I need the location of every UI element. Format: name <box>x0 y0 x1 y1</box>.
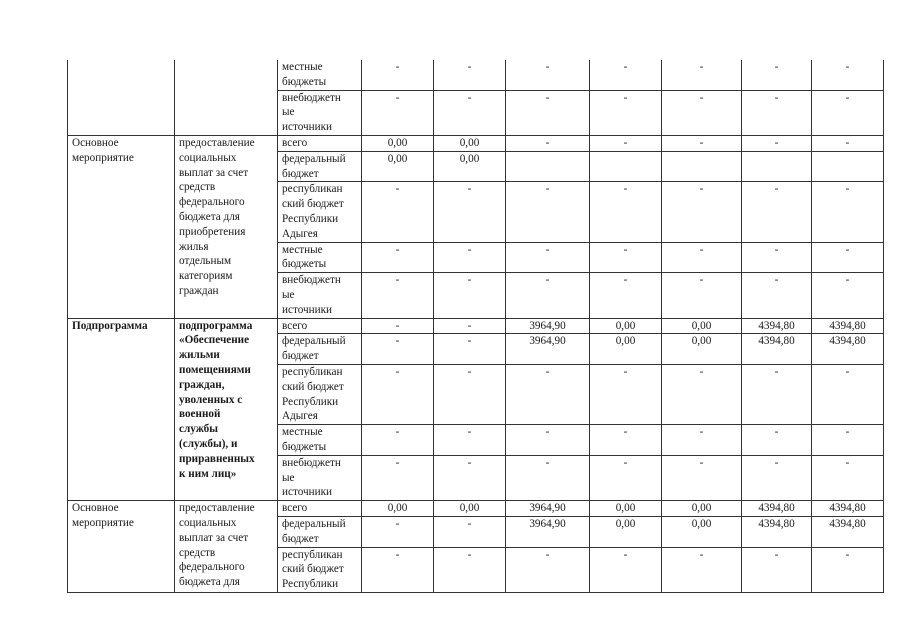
table-row <box>68 501 884 517</box>
value-cell-year-4: - <box>590 242 662 273</box>
value-cell-year-1: - <box>362 242 434 273</box>
value-cell-year-3: - <box>506 364 590 424</box>
value-cell-year-3: 3964,90 <box>506 516 590 547</box>
row-name-cell <box>175 60 278 135</box>
funding-source-cell: всего <box>278 135 362 151</box>
value-cell-year-4: - <box>590 273 662 318</box>
funding-source-cell: местные бюджеты <box>278 60 362 90</box>
value-cell-year-4: - <box>590 182 662 242</box>
funding-source-cell: республикан ский бюджет Республики Адыгея <box>278 364 362 424</box>
value-cell-year-7: - <box>812 135 884 151</box>
table-row <box>68 135 884 151</box>
value-cell-year-2: - <box>434 242 506 273</box>
value-cell-year-6: - <box>742 425 812 456</box>
value-cell-year-7: - <box>812 60 884 90</box>
value-cell-year-6: - <box>742 60 812 90</box>
funding-source-cell: внебюджетн ые источники <box>278 90 362 135</box>
value-cell-year-5: - <box>662 182 742 242</box>
table-row <box>68 318 884 334</box>
value-cell-year-2: - <box>434 334 506 365</box>
value-cell-year-5: - <box>662 242 742 273</box>
value-cell-year-1: - <box>362 334 434 365</box>
value-cell-year-7: 4394,80 <box>812 516 884 547</box>
funding-source-cell: всего <box>278 501 362 517</box>
value-cell-year-7: 4394,80 <box>812 318 884 334</box>
row-name-cell: подпрограмма «Обеспечение жильми помещениями граждан, уволенных с военной службы (службы), и приравненных к ним лиц» <box>175 318 278 501</box>
value-cell-year-6: - <box>742 547 812 592</box>
value-cell-year-1: - <box>362 516 434 547</box>
value-cell-year-7: - <box>812 242 884 273</box>
value-cell-year-3: - <box>506 425 590 456</box>
value-cell-year-2: - <box>434 455 506 500</box>
row-name-cell: предоставление социальных выплат за счет средств федерального бюджета для <box>175 501 278 593</box>
funding-source-cell: федеральный бюджет <box>278 151 362 182</box>
value-cell-year-5: - <box>662 364 742 424</box>
value-cell-year-4: - <box>590 60 662 90</box>
value-cell-year-3: - <box>506 135 590 151</box>
value-cell-year-4: 0,00 <box>590 501 662 517</box>
value-cell-year-3: - <box>506 273 590 318</box>
row-name-cell: предоставление социальных выплат за счет средств федерального бюджета для приобретения жилья отдельным категориям граждан <box>175 135 278 318</box>
row-status-cell: Подпрограмма <box>68 318 175 501</box>
value-cell-year-1: - <box>362 455 434 500</box>
value-cell-year-1: - <box>362 273 434 318</box>
value-cell-year-1: - <box>362 60 434 90</box>
value-cell-year-5: 0,00 <box>662 334 742 365</box>
value-cell-year-3: - <box>506 60 590 90</box>
value-cell-year-1: - <box>362 90 434 135</box>
value-cell-year-1: - <box>362 547 434 592</box>
row-status-cell: Основное мероприятие <box>68 135 175 318</box>
value-cell-year-7: - <box>812 90 884 135</box>
value-cell-year-4: - <box>590 135 662 151</box>
value-cell-year-3 <box>506 151 590 182</box>
value-cell-year-1: - <box>362 318 434 334</box>
value-cell-year-7: - <box>812 547 884 592</box>
value-cell-year-2: - <box>434 318 506 334</box>
value-cell-year-5 <box>662 151 742 182</box>
value-cell-year-2: 0,00 <box>434 501 506 517</box>
value-cell-year-2: 0,00 <box>434 151 506 182</box>
value-cell-year-4: 0,00 <box>590 516 662 547</box>
value-cell-year-6: - <box>742 90 812 135</box>
value-cell-year-4: - <box>590 547 662 592</box>
value-cell-year-3: - <box>506 455 590 500</box>
row-status-cell: Основное мероприятие <box>68 501 175 593</box>
funding-source-cell: местные бюджеты <box>278 425 362 456</box>
value-cell-year-1: - <box>362 182 434 242</box>
budget-table-body <box>68 60 884 592</box>
value-cell-year-7: - <box>812 455 884 500</box>
value-cell-year-5: 0,00 <box>662 516 742 547</box>
value-cell-year-5: - <box>662 273 742 318</box>
value-cell-year-7: 4394,80 <box>812 501 884 517</box>
value-cell-year-6 <box>742 151 812 182</box>
value-cell-year-4: 0,00 <box>590 318 662 334</box>
funding-source-cell: федеральный бюджет <box>278 516 362 547</box>
table-row <box>68 60 884 90</box>
value-cell-year-5: - <box>662 60 742 90</box>
value-cell-year-3: - <box>506 182 590 242</box>
funding-source-cell: республикан ский бюджет Республики <box>278 547 362 592</box>
value-cell-year-7: - <box>812 182 884 242</box>
value-cell-year-6: 4394,80 <box>742 501 812 517</box>
value-cell-year-4: - <box>590 425 662 456</box>
value-cell-year-2: - <box>434 364 506 424</box>
value-cell-year-6: 4394,80 <box>742 516 812 547</box>
value-cell-year-7: - <box>812 425 884 456</box>
value-cell-year-2: - <box>434 182 506 242</box>
funding-source-cell: внебюджетн ые источники <box>278 273 362 318</box>
funding-source-cell: всего <box>278 318 362 334</box>
value-cell-year-1: - <box>362 364 434 424</box>
value-cell-year-6: 4394,80 <box>742 318 812 334</box>
value-cell-year-5: 0,00 <box>662 318 742 334</box>
value-cell-year-6: - <box>742 364 812 424</box>
value-cell-year-4: - <box>590 90 662 135</box>
value-cell-year-6: - <box>742 135 812 151</box>
value-cell-year-1: 0,00 <box>362 501 434 517</box>
value-cell-year-5: - <box>662 425 742 456</box>
row-status-cell <box>68 60 175 135</box>
value-cell-year-3: - <box>506 242 590 273</box>
value-cell-year-3: - <box>506 547 590 592</box>
value-cell-year-2: - <box>434 516 506 547</box>
value-cell-year-3: 3964,90 <box>506 334 590 365</box>
funding-source-cell: республикан ский бюджет Республики Адыгея <box>278 182 362 242</box>
value-cell-year-2: - <box>434 273 506 318</box>
value-cell-year-3: 3964,90 <box>506 501 590 517</box>
funding-source-cell: внебюджетн ые источники <box>278 455 362 500</box>
value-cell-year-1: - <box>362 425 434 456</box>
value-cell-year-5: - <box>662 547 742 592</box>
value-cell-year-7 <box>812 151 884 182</box>
value-cell-year-7: - <box>812 273 884 318</box>
value-cell-year-2: - <box>434 547 506 592</box>
budget-table <box>67 60 884 593</box>
value-cell-year-4 <box>590 151 662 182</box>
value-cell-year-6: - <box>742 182 812 242</box>
value-cell-year-4: - <box>590 364 662 424</box>
value-cell-year-5: - <box>662 90 742 135</box>
value-cell-year-2: - <box>434 425 506 456</box>
value-cell-year-5: - <box>662 135 742 151</box>
funding-source-cell: местные бюджеты <box>278 242 362 273</box>
value-cell-year-6: 4394,80 <box>742 334 812 365</box>
value-cell-year-1: 0,00 <box>362 135 434 151</box>
value-cell-year-5: 0,00 <box>662 501 742 517</box>
value-cell-year-2: - <box>434 60 506 90</box>
value-cell-year-6: - <box>742 242 812 273</box>
value-cell-year-7: - <box>812 364 884 424</box>
value-cell-year-6: - <box>742 273 812 318</box>
value-cell-year-6: - <box>742 455 812 500</box>
value-cell-year-2: - <box>434 90 506 135</box>
value-cell-year-2: 0,00 <box>434 135 506 151</box>
value-cell-year-3: - <box>506 90 590 135</box>
value-cell-year-4: - <box>590 455 662 500</box>
funding-source-cell: федеральный бюджет <box>278 334 362 365</box>
value-cell-year-4: 0,00 <box>590 334 662 365</box>
value-cell-year-3: 3964,90 <box>506 318 590 334</box>
value-cell-year-5: - <box>662 455 742 500</box>
value-cell-year-1: 0,00 <box>362 151 434 182</box>
value-cell-year-7: 4394,80 <box>812 334 884 365</box>
